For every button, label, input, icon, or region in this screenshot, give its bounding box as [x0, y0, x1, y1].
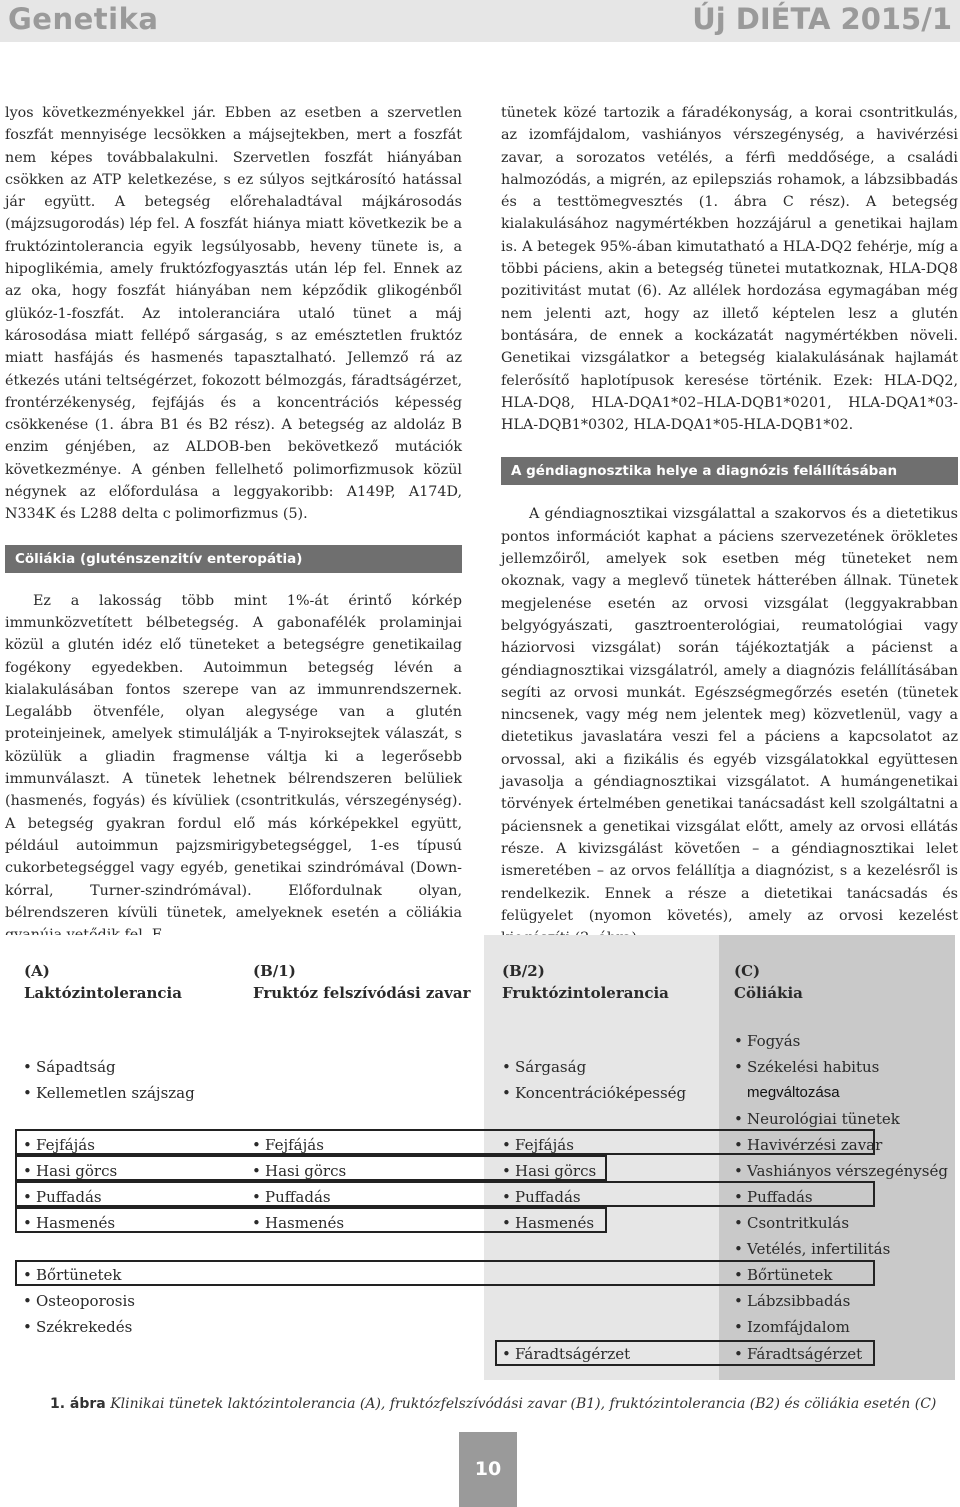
symptom-item: • Bőrtünetek — [747, 1262, 832, 1288]
symptom-item: • Bőrtünetek — [36, 1262, 121, 1288]
symptom-item: • Fáradtságérzet — [747, 1341, 862, 1367]
paragraph: A géndiagnosztikai vizsgálattal a szakorvos és a dietetikus pontos információt kaphat a páciens szervezetének örökletes jellemzőiről, amelyek sok esetben még tüneteket nem okoznak, vagy a meglevő tünetek hátterében állnak. Tünetek megjelenése esetén az orvosi vizsgálat (leggyakrabban belgyógyászati, gasztroenterológiai, reumatológiai vagy háziorvosi vizsgálat) során tájékoztatják a pácienst a géndiagnosztikai vizsgálatról, amely a diagnózis felállításában segíti az orvosi munkát. Egészségmegőrzés esetén (tünetek nincsenek, vagy még nem jelentek meg) közvetlenül, vagy a dietetikus javaslatára veszi fel a páciens a kapcsolatot az orvossal, aki a fizikális és egyéb vizsgálatokkal együttesen javasolja a géndiagnosztikai vizsgálatot. A humángenetikai törvények értelmében genetikai tanácsadást kell szolgáltatni a páciensnek a genetikai vizsgálat előtt, amely az orvosi ellátás része. A kivizsgálást követően – a géndiagnosztikai lelet ismeretében – az orvos felállítja a diagnózist, s a kezelésről is rendelkezik. Ennek a része a dietetikai tanácsadás és felügyelet (nyomon követés), amely az orvosi kezelést — [501, 506, 958, 924]
symptom-item: • Székrekedés — [36, 1314, 132, 1340]
right-column — [501, 102, 958, 949]
symptom-item: • Puffadás — [265, 1184, 331, 1210]
panel-b1-title: (B/1) Fruktóz felszívódási zavar — [253, 962, 471, 1002]
symptom-item: • Hasi görcs — [265, 1158, 346, 1184]
panel-a-title: (A) Laktózintolerancia — [24, 962, 182, 1002]
symptom-item: • Vetélés, infertilitás — [747, 1236, 890, 1262]
figure-caption — [50, 1396, 950, 1412]
journal-title: Új DIÉTA 2015/1 — [692, 2, 952, 36]
symptom-item: • Fejfájás — [515, 1132, 574, 1158]
symptom-item: • Fáradtságérzet — [515, 1341, 630, 1367]
symptom-item: • Vashiányos vérszegénység — [747, 1158, 948, 1184]
shared-symptom-box — [15, 1181, 875, 1207]
left-column — [5, 102, 462, 946]
symptom-item: • Lábzsibbadás — [747, 1288, 850, 1314]
symptom-item: • Sápadtság — [36, 1054, 116, 1080]
paragraph: Ez a lakosság több mint 1%-át érintő kórkép immunközvetített bélbetegség. A gabonafélék prolaminjai közül a glutén idéz elő tüneteket a betegségre genetikailag fogékony egyedekben. Autoimmun betegség lévén a kialakulásában fontos szerepe van az immunrendszernek. Legalább ötvenféle, olyan alegysége van a glutén proteinjeinek, amelyek stimulálják a T-nyiroksejtek válaszát, s közülük a gliadin fragmense váltja ki a legerősebb immunválaszt. A tünetek lehetnek bélrendszeren belüliek (hasmenés, fogyás) és kívüliek (csontritkulás, vérszegénység). A betegség gyakran fordul elő más kórképekkel együtt, például autoimmun pajzsmirigybetegséggel, 1-es típusú cukorbetegséggel vagy egyéb, genetikai szindrómával (Down-kórral, Turner-szindrómával). Előfordulnak olyan, bélrendszeren kívüli tünetek, amelyeknek esetén a cöliákia — [5, 592, 462, 921]
panel-b2-title: (B/2) Fruktózintolerancia — [502, 962, 669, 1002]
symptom-item: • Kellemetlen szájszag — [36, 1080, 195, 1106]
page-number: 10 — [459, 1432, 517, 1507]
figure-number: 1. ábra — [50, 1396, 106, 1412]
section-title: Genetika — [8, 2, 159, 36]
symptom-item: • Osteoporosis — [36, 1288, 135, 1314]
symptom-item: • Csontritkulás — [747, 1210, 849, 1236]
symptom-figure — [5, 935, 955, 1390]
panel-c-title: (C) Cöliákia — [734, 962, 803, 1002]
symptom-item-continuation: megváltozása — [747, 1084, 840, 1101]
section-heading: Cöliákia (gluténszenzitív enteropátia) — [5, 545, 462, 573]
symptom-item: • Puffadás — [747, 1184, 813, 1210]
symptom-item: • Fejfájás — [36, 1132, 95, 1158]
page-header — [0, 0, 960, 42]
symptom-item: • Székelési habitus — [747, 1054, 879, 1080]
symptom-item: • Fejfájás — [265, 1132, 324, 1158]
symptom-item: • Puffadás — [515, 1184, 581, 1210]
paragraph: tünetek közé tartozik a fáradékonyság, a korai csontritkulás, az izomfájdalom, vashiányos vérszegénység, a havivérzési zavar, a sorozatos vetélés, a férfi meddősége, a családi halmozódás, a migrén, az epilepsziás rohamok, a lábzsibbadás és a testtömegvesztés (1. ábra C rész). A betegség kialakulásához nagymértékben hozzájárul a genetikai hajlam is. A betegek 95%-ában kimutatható a HLA-DQ2 fehérje, míg a többi páciens, akin a betegség tünetei mutatkoznak, HLA-DQ8 pozitivitást mutat (6). Az allélek hordozása egymagában még nem jelenti azt, hogy az illető képtelen lesz a glutén bontására, de ennek a kockázatát nagymértékben növeli. Genetikai vizsgálatkor a betegség kialakulásának hajlamát felerősítő haplotípusok keresése történik. Ezek: HLA-DQ2, HLA-DQ8, HLA-DQA1*02–HLA-DQB1*0201, HLA-DQA1*03-HLA-DQB1*0302, HLA-DQA1*05-HLA-DQB1*02. — [501, 105, 958, 434]
symptom-item: • Hasi görcs — [515, 1158, 596, 1184]
symptom-item: • Puffadás — [36, 1184, 102, 1210]
paragraph: lyos következményekkel jár. Ebben az esetben a szervetlen foszfát mennyisége lecsökken a májsejtekben, mert a foszfát nem képes továbbalakulni. Szervetlen foszfát hiányában csökken az ATP keletkezése, s ez súlyos sejtkárosító hatással jár együtt. A betegség előrehaladtával májkárosodás (májzsugorodás) lép fel. A foszfát hiánya miatt következik be a fruktózintolerancia egyik legsúlyosabb, heveny tünete is, a hipoglikémia, amely fruktózfogyasztás után lép fel. Ennek az az oka, hogy foszfát hiányában nem képződik glikogénből glükóz-1-foszfát. Az intoleranciára utaló tünet a máj károsodása miatt fellépő sárgaság, s az emésztetlen fruktóz miatt hasfájás és hasmenés tapasztalható. Jellemző rá az étkezés utáni teltségérzet, fokozott bélmozgás, fáradtságérzet, frontérzékenység, fejfájás és a koncentrációs képesség csökkenése (1. ábra B1 és B2 rész). A betegség az aldoláz B enzim génjében, az ALDOB-ben bekövetkező mutációk következménye. A génben fellelhető polimorfizmusok közül négynek az előfordulása a leggyakoribb: A149P, A174D, N334K és L288 delta c polimorfizmus (5). — [5, 105, 462, 523]
symptom-item: • Hasmenés — [36, 1210, 115, 1236]
symptom-item: • Hasmenés — [265, 1210, 344, 1236]
shared-symptom-box — [15, 1129, 875, 1155]
symptom-item: • Havivérzési zavar — [747, 1132, 882, 1158]
symptom-item: • Neurológiai tünetek — [747, 1106, 900, 1132]
figure-caption-text: Klinikai tünetek laktózintolerancia (A), fruktózfelszívódási zavar (B1), fruktózintolerancia (B2) és cöliákia esetén (C) — [110, 1396, 937, 1412]
symptom-item: • Fogyás — [747, 1028, 800, 1054]
symptom-item: • Sárgaság — [515, 1054, 586, 1080]
shared-symptom-box — [15, 1260, 875, 1286]
symptom-item: • Hasi görcs — [36, 1158, 117, 1184]
section-heading: A géndiagnosztika helye a diagnózis felállításában — [501, 457, 958, 485]
symptom-item: • Hasmenés — [515, 1210, 594, 1236]
symptom-item: • Koncentrációképesség — [515, 1080, 686, 1106]
symptom-item: • Izomfájdalom — [747, 1314, 850, 1340]
